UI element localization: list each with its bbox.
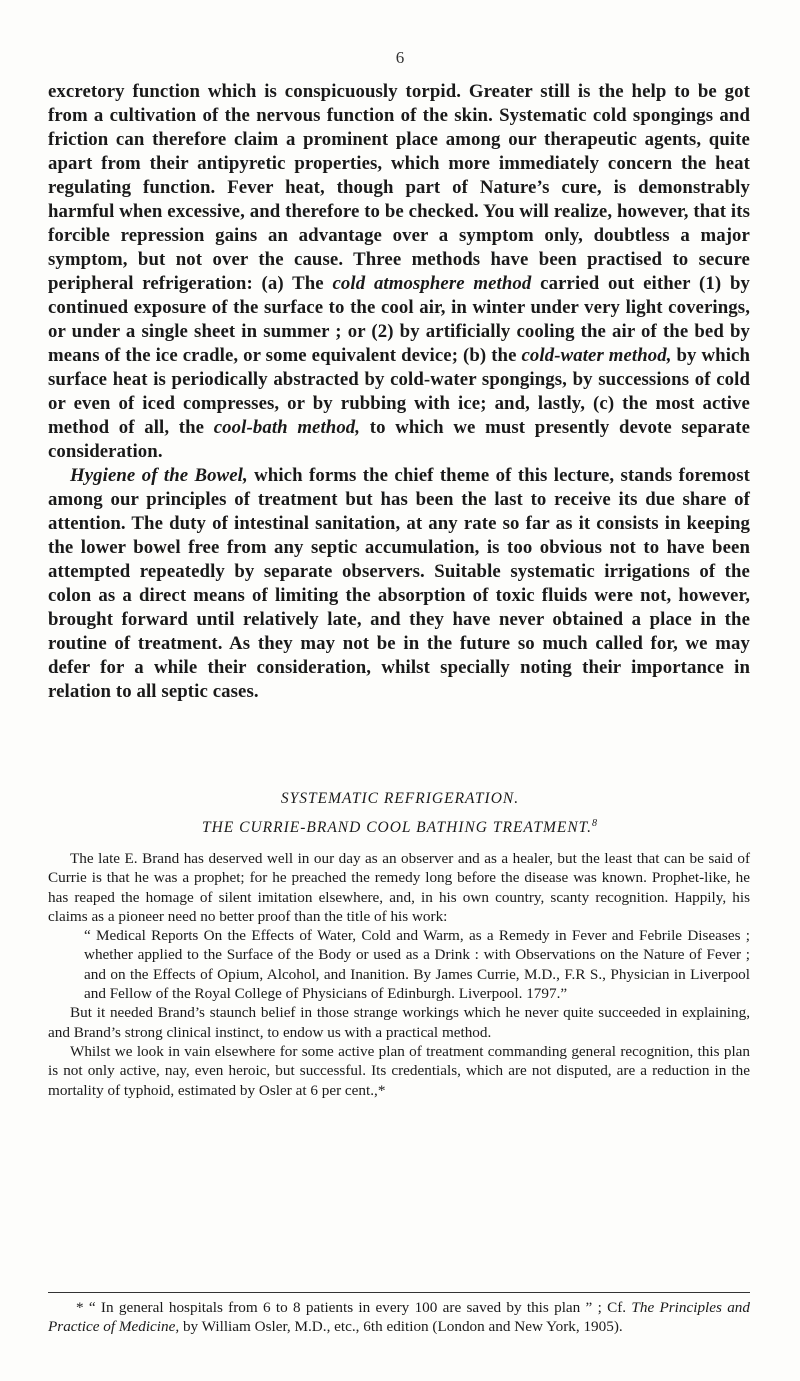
footnote: * “ In general hospitals from 6 to 8 patients in every 100 are saved by this plan ” ; Cf. The Principles and Practice of Medicine, by William Osler, M.D., etc., 6th edition (London and New York, 1905).	[48, 1299, 750, 1335]
paragraph: But it needed Brand’s staunch belief in those strange workings which he never quite succeeded in explaining, and Brand’s strong clinical instinct, to endow us with a practical method.	[48, 1004, 750, 1041]
section-heading: SYSTEMATIC REFRIGERATION.	[280, 790, 520, 807]
emphasis: cold-water method,	[521, 345, 672, 366]
paragraph: Whilst we look in vain elsewhere for some active plan of treatment commanding general recognition, this plan is not only active, nay, even heroic, but successful. Its credentials, which are not disputed, are a reduction in the mortality of typhoid, estimated by Osler at 6 per cent.,*	[48, 1042, 750, 1099]
book-title-quote: “ Medical Reports On the Effects of Water, Cold and Warm, as a Remedy in Fever and Febrile Diseases ; whether applied to the Surface of the Body or used as a Drink : with Observations on the Nature of Fever ; and on the Effects of Opium, Alcohol, and Inanition. By James Currie, M.D., F.R S., Physician in Liverpool and Fellow of the Royal College of Physicians of Edinburgh. Liverpool. 1797.”	[84, 927, 750, 1003]
paragraph: excretory function which is conspicuously torpid. Greater still is the help to be got from a cultivation of the nervous function of the skin. Systematic cold spongings and friction can therefore claim a prominent place among our therapeutic agents, quite apart from their antipyretic properties, which more immediately concern the heat regulating function. Fever heat, though part of Nature’s cure, is demonstrably harmful when excessive, and therefore to be checked. You will realize, however, that its forcible repression gains an advantage over a symptom only, doubtless a major symptom, but not over the cause. Three methods have been practised to secure peripheral refrigeration: (a) The cold atmosphere method carried out either (1) by continued exposure of the surface to the cool air, in winter under very light coverings, or under a single sheet in summer ; or (2) by artificially cooling the air of the bed by means of the ice cradle, or some equivalent device; (b) the cold-water method, by which surface heat is periodically abstracted by cold-water spongings, by successions of cold or even of iced compresses, or by rubbing with ice; and, lastly, (c) the most active method of all, the cool-bath method, to which we must presently devote separate consideration.	[48, 81, 751, 462]
footnote-divider	[48, 1292, 750, 1293]
paragraph: The late E. Brand has deserved well in our day as an observer and as a healer, but the least that can be said of Currie is that he was a prophet; for he preached the remedy long before the disease was known. Prophet-like, he has reaped the homage of silent imitation elsewhere, and, in his own country, scanty recognition. Happily, his claims as a pioneer need no better proof than the title of his work:	[48, 850, 750, 925]
footnote-reference: 8	[592, 817, 599, 829]
page-number: 6	[395, 48, 405, 67]
emphasis: cold atmosphere method	[332, 273, 532, 294]
emphasis: Hygiene of the Bowel,	[70, 465, 248, 486]
emphasis: cool-bath method,	[213, 417, 361, 438]
main-text	[48, 80, 750, 704]
subsection-heading: THE CURRIE-BRAND COOL BATHING TREATMENT.$^8$	[201, 817, 599, 836]
small-print-text	[48, 849, 750, 1100]
emphasis: The Principles and Practice of Medicine,	[48, 1299, 750, 1335]
paragraph: Hygiene of the Bowel, which forms the chief theme of this lecture, stands foremost among our principles of treatment but has been the last to receive its due share of attention. The duty of intestinal sanitation, at any rate so far as it consists in keeping the lower bowel free from any septic accumulation, is too obvious not to have been attempted repeatedly by separate observers. Suitable systematic irrigations of the colon as a direct means of limiting the absorption of toxic fluids were not, however, brought forward until relatively late, and they have never obtained a place in the routine of treatment. As they may not be in the future so much called for, we may defer for a while their consideration, whilst specially noting their importance in relation to all septic cases.	[48, 465, 751, 702]
